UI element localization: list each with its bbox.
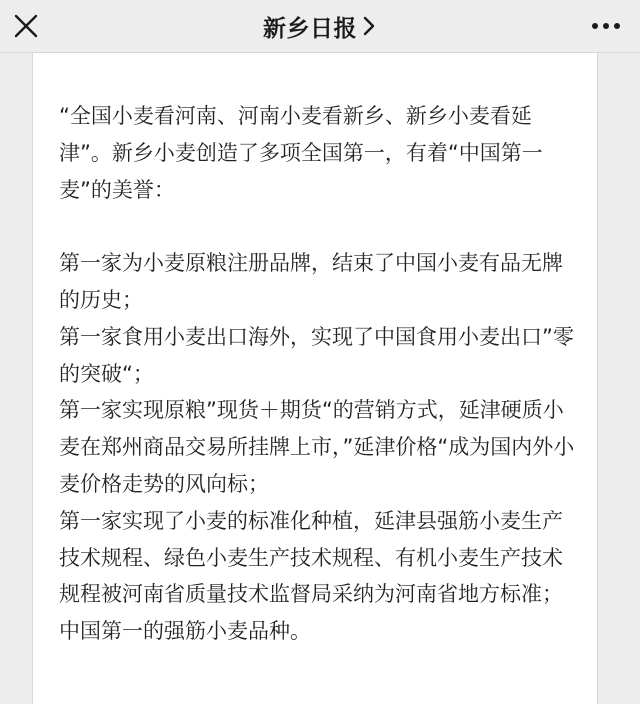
list-item: 第一家实现了小麦的标准化种植，延津县强筋小麦生产技术规程、绿色小麦生产技术规程、有机小麦生产技术规程被河南省质量技术监督局采纳为河南省地方标准； bbox=[59, 508, 563, 607]
content-area[interactable] bbox=[0, 53, 640, 704]
top-navigation-bar bbox=[0, 0, 640, 53]
article-body bbox=[59, 98, 579, 650]
more-dots-icon bbox=[591, 21, 621, 31]
list-item: 第一家食用小麦出口海外，实现了中国食用小麦出口”零的突破“； bbox=[59, 324, 574, 386]
list-item: 中国第一的强筋小麦品种。 bbox=[59, 619, 311, 644]
chevron-right-icon bbox=[361, 15, 377, 37]
paragraph-spacer bbox=[59, 208, 579, 245]
list-item: 第一家为小麦原粮注册品牌，结束了中国小麦有品无牌的历史； bbox=[59, 251, 563, 312]
page-title: 新乡日报 bbox=[263, 15, 357, 42]
more-options-button[interactable] bbox=[586, 6, 626, 46]
article-card bbox=[32, 53, 598, 704]
title-container bbox=[0, 0, 640, 52]
account-title-button[interactable] bbox=[263, 10, 377, 43]
close-icon bbox=[13, 13, 39, 39]
article-intro: “全国小麦看河南、河南小麦看新乡、新乡小麦看延津”。新乡小麦创造了多项全国第一，有着“中国第一麦”的美誉： bbox=[59, 104, 543, 202]
close-button[interactable] bbox=[6, 6, 46, 46]
list-item: 第一家实现原粮”现货＋期货“的营销方式，延津硬质小麦在郑州商品交易所挂牌上市，”延津价格“成为国内外小麦价格走势的风向标； bbox=[59, 398, 575, 496]
